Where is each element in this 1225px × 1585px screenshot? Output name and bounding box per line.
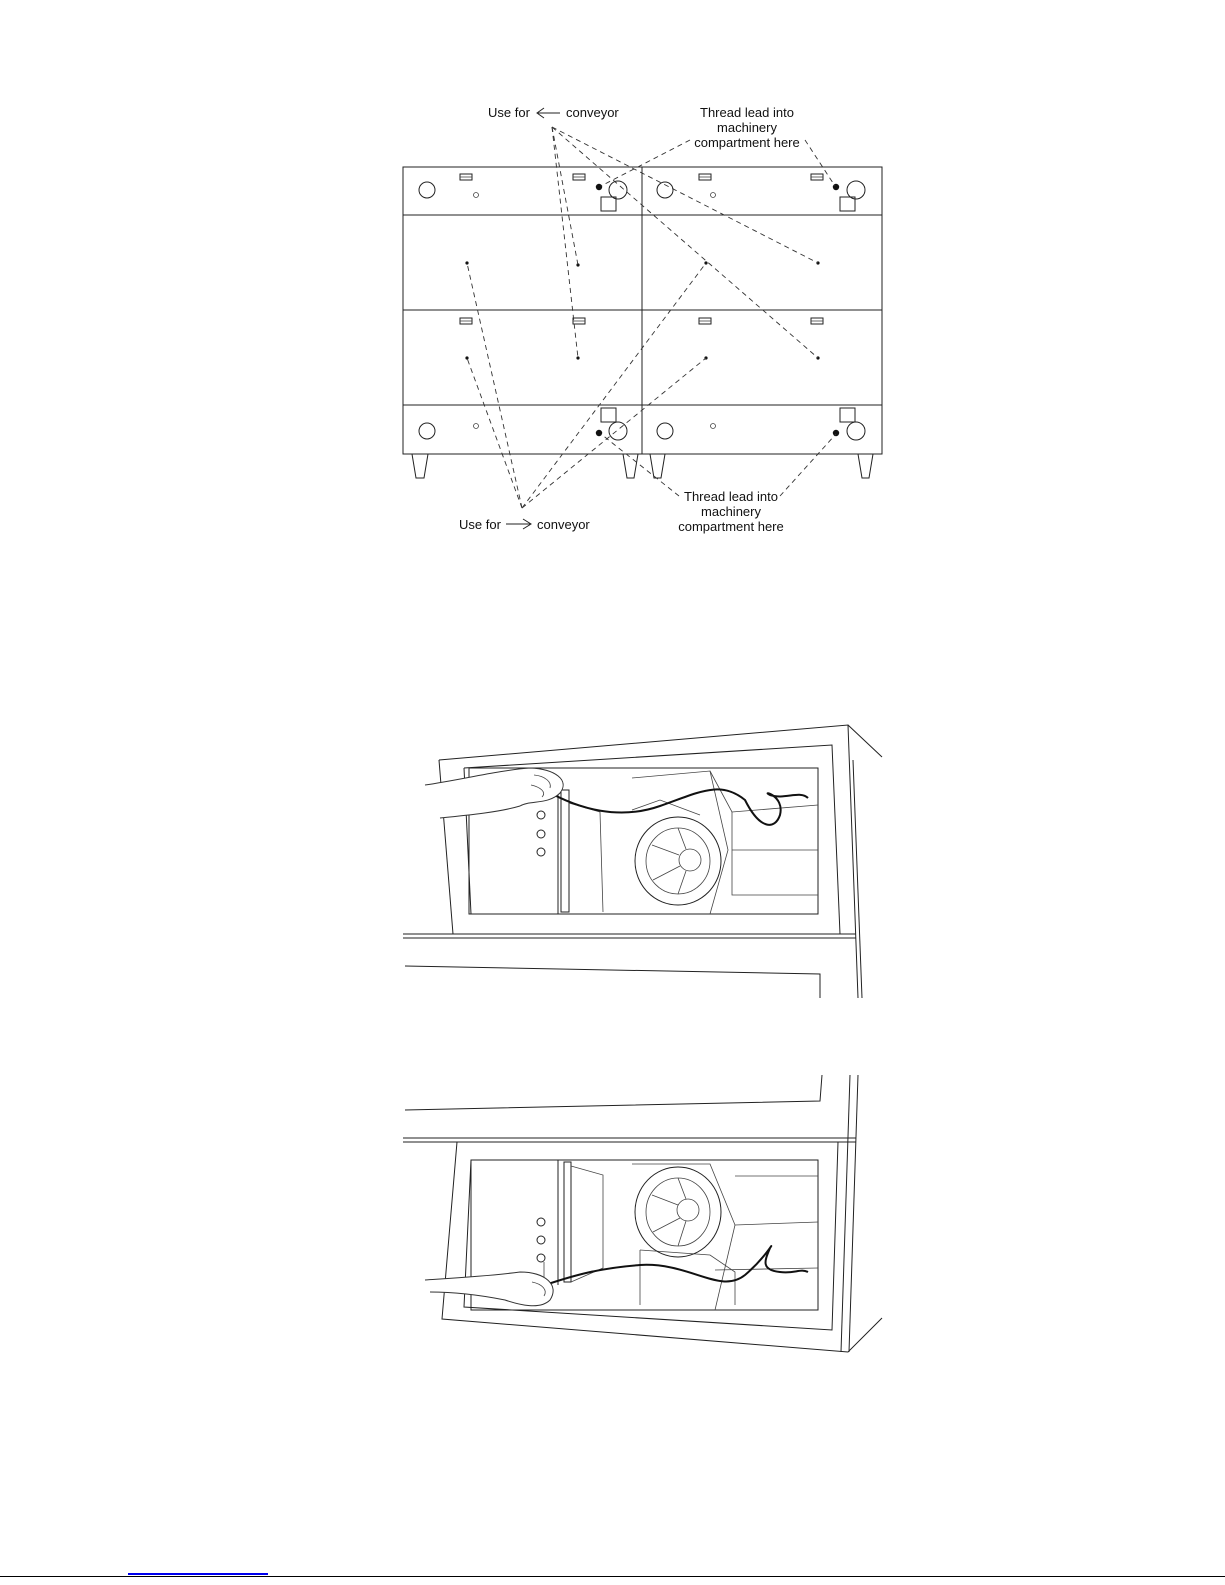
hand xyxy=(425,768,563,818)
leg xyxy=(858,454,873,478)
footer-rule xyxy=(0,1576,1225,1577)
conveyor-label-top-prefix: Use for xyxy=(488,105,530,120)
thread-label-top-line2: machinery xyxy=(717,120,777,135)
lower-compartment-illustration xyxy=(403,1075,882,1352)
lead-wire xyxy=(545,789,808,824)
thread-label-bottom-line2: machinery xyxy=(701,504,761,519)
upper-compartment-illustration xyxy=(403,725,882,998)
leg xyxy=(412,454,428,478)
right-arrow-icon xyxy=(506,519,531,529)
lead-wire xyxy=(545,1246,808,1285)
thread-label-bottom-line1: Thread lead into xyxy=(684,489,778,504)
footer-link-underline[interactable] xyxy=(128,1573,268,1575)
hand xyxy=(425,1272,553,1306)
thread-label-top-line3: compartment here xyxy=(694,135,800,150)
conveyor-label-bottom-prefix: Use for xyxy=(459,517,501,532)
conveyor-label-bottom-suffix: conveyor xyxy=(537,517,590,532)
conveyor-label-top-suffix: conveyor xyxy=(566,105,619,120)
thread-label-bottom-line3: compartment here xyxy=(678,519,784,534)
thread-label-top-line1: Thread lead into xyxy=(700,105,794,120)
leg xyxy=(650,454,665,478)
left-arrow-icon xyxy=(537,108,560,118)
unit-front-view xyxy=(403,105,882,534)
leg xyxy=(623,454,638,478)
